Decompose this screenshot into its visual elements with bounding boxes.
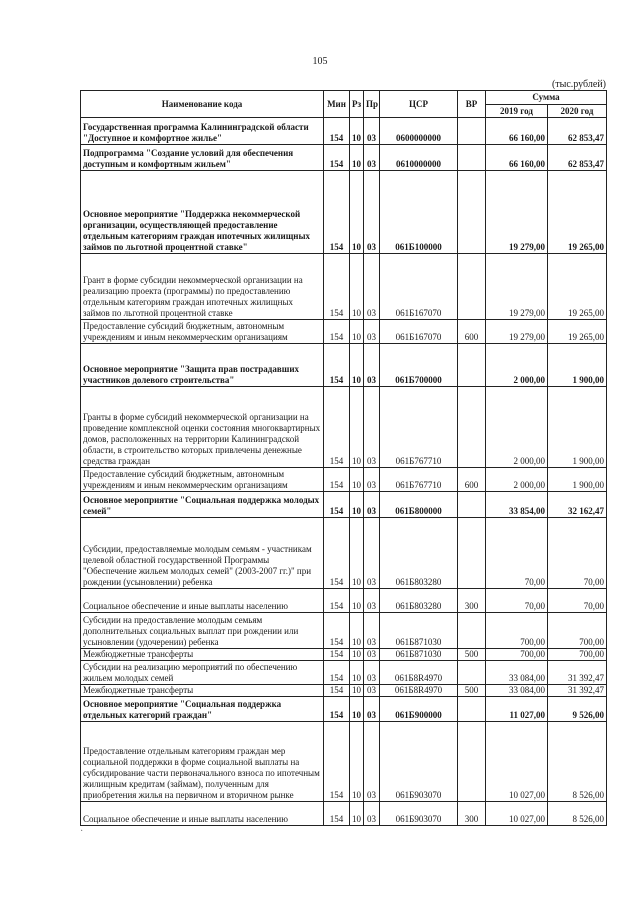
cell-y2019: 33 854,00 (486, 492, 548, 518)
cell-csr: 061Б767710 (380, 387, 458, 468)
cell-min: 154 (324, 649, 350, 661)
cell-csr: 0610000000 (380, 145, 458, 171)
cell-csr: 061Б8R4970 (380, 685, 458, 697)
cell-name: Грант в форме субсидии некоммерческой организации на реализацию проекта (программы) по предоставлению отдельным категориям граждан ипотечных жилищных займов по льготной процентной ставке (81, 254, 324, 320)
cell-y2019: 2 000,00 (486, 468, 548, 492)
cell-min: 154 (324, 387, 350, 468)
cell-y2019: 19 279,00 (486, 171, 548, 254)
table-row (81, 661, 607, 685)
cell-vr (458, 254, 486, 320)
cell-pr: 03 (364, 118, 380, 145)
cell-pr: 03 (364, 649, 380, 661)
cell-vr (458, 344, 486, 387)
cell-y2020: 9 526,00 (548, 697, 607, 722)
cell-vr (458, 118, 486, 145)
cell-vr (458, 145, 486, 171)
table-row (81, 589, 607, 613)
col-header-vr: ВР (458, 91, 486, 118)
cell-pr: 03 (364, 320, 380, 344)
cell-rz: 10 (350, 661, 364, 685)
cell-vr (458, 697, 486, 722)
cell-vr: 600 (458, 468, 486, 492)
cell-csr: 061Б903070 (380, 802, 458, 826)
cell-y2020: 32 162,47 (548, 492, 607, 518)
cell-vr (458, 171, 486, 254)
cell-y2019: 19 279,00 (486, 254, 548, 320)
cell-y2020: 8 526,00 (548, 722, 607, 802)
cell-y2020: 70,00 (548, 518, 607, 589)
cell-csr: 061Б803280 (380, 589, 458, 613)
cell-pr: 03 (364, 722, 380, 802)
cell-csr: 0600000000 (380, 118, 458, 145)
cell-pr: 03 (364, 802, 380, 826)
cell-name: Основное мероприятие "Социальная поддержка молодых семей" (81, 492, 324, 518)
cell-pr: 03 (364, 254, 380, 320)
cell-name: Подпрограмма "Создание условий для обеспечения доступным и комфортным жильем" (81, 145, 324, 171)
col-header-csr: ЦСР (380, 91, 458, 118)
cell-pr: 03 (364, 171, 380, 254)
cell-y2020: 700,00 (548, 613, 607, 649)
col-header-name: Наименование кода (81, 91, 324, 118)
col-header-2019: 2019 год (486, 105, 548, 118)
cell-pr: 03 (364, 468, 380, 492)
cell-name: Предоставление субсидий бюджетным, автономным учреждениям и иным некоммерческим организациям (81, 468, 324, 492)
cell-pr: 03 (364, 589, 380, 613)
cell-csr: 061Б100000 (380, 171, 458, 254)
cell-min: 154 (324, 685, 350, 697)
cell-csr: 061Б800000 (380, 492, 458, 518)
cell-csr: 061Б871030 (380, 649, 458, 661)
table-row (81, 145, 607, 171)
cell-y2019: 19 279,00 (486, 320, 548, 344)
cell-min: 154 (324, 145, 350, 171)
cell-y2019: 70,00 (486, 518, 548, 589)
cell-vr (458, 661, 486, 685)
table-row (81, 613, 607, 649)
cell-min: 154 (324, 254, 350, 320)
cell-rz: 10 (350, 722, 364, 802)
cell-min: 154 (324, 613, 350, 649)
cell-y2019: 66 160,00 (486, 118, 548, 145)
cell-pr: 03 (364, 387, 380, 468)
cell-name: Предоставление субсидий бюджетным, автономным учреждениям и иным некоммерческим организациям (81, 320, 324, 344)
cell-vr: 600 (458, 320, 486, 344)
cell-rz: 10 (350, 387, 364, 468)
cell-min: 154 (324, 697, 350, 722)
cell-min: 154 (324, 492, 350, 518)
budget-table (80, 90, 607, 826)
cell-y2020: 1 900,00 (548, 387, 607, 468)
table-row (81, 492, 607, 518)
cell-y2019: 33 084,00 (486, 685, 548, 697)
cell-y2020: 700,00 (548, 649, 607, 661)
cell-rz: 10 (350, 254, 364, 320)
scan-mark: · (80, 826, 84, 837)
cell-rz: 10 (350, 802, 364, 826)
col-header-sum: Сумма (486, 91, 607, 105)
cell-y2020: 19 265,00 (548, 320, 607, 344)
cell-vr (458, 722, 486, 802)
table-row (81, 344, 607, 387)
table-row (81, 171, 607, 254)
cell-y2020: 1 900,00 (548, 344, 607, 387)
cell-vr: 500 (458, 649, 486, 661)
cell-y2020: 1 900,00 (548, 468, 607, 492)
cell-rz: 10 (350, 171, 364, 254)
cell-pr: 03 (364, 613, 380, 649)
table-row (81, 802, 607, 826)
cell-vr (458, 387, 486, 468)
cell-y2019: 2 000,00 (486, 387, 548, 468)
table-row (81, 468, 607, 492)
cell-y2019: 33 084,00 (486, 661, 548, 685)
table-row (81, 118, 607, 145)
page-number: 105 (312, 56, 328, 67)
cell-y2020: 70,00 (548, 589, 607, 613)
table-body (81, 118, 607, 826)
col-header-pr: Пр (364, 91, 380, 118)
table-row (81, 697, 607, 722)
cell-rz: 10 (350, 518, 364, 589)
cell-min: 154 (324, 320, 350, 344)
table-row (81, 685, 607, 697)
cell-name: Субсидии на реализацию мероприятий по обеспечению жильем молодых семей (81, 661, 324, 685)
cell-rz: 10 (350, 685, 364, 697)
cell-min: 154 (324, 344, 350, 387)
cell-name: Социальное обеспечение и иные выплаты населению (81, 589, 324, 613)
cell-vr: 300 (458, 802, 486, 826)
cell-name: Основное мероприятие "Социальная поддержка отдельных категорий граждан" (81, 697, 324, 722)
cell-min: 154 (324, 661, 350, 685)
cell-pr: 03 (364, 697, 380, 722)
table-row (81, 387, 607, 468)
table-row (81, 254, 607, 320)
col-header-rz: Рз (350, 91, 364, 118)
cell-csr: 061Б8R4970 (380, 661, 458, 685)
cell-pr: 03 (364, 492, 380, 518)
cell-min: 154 (324, 722, 350, 802)
units-label: (тыс.рублей) (551, 79, 606, 90)
cell-pr: 03 (364, 344, 380, 387)
cell-y2019: 10 027,00 (486, 802, 548, 826)
cell-name: Межбюджетные трансферты (81, 685, 324, 697)
cell-y2020: 19 265,00 (548, 254, 607, 320)
cell-y2020: 19 265,00 (548, 171, 607, 254)
col-header-min: Мин (324, 91, 350, 118)
cell-name: Государственная программа Калининградской области "Доступное и комфортное жилье" (81, 118, 324, 145)
cell-y2020: 62 853,47 (548, 145, 607, 171)
cell-csr: 061Б903070 (380, 722, 458, 802)
cell-min: 154 (324, 802, 350, 826)
cell-vr (458, 518, 486, 589)
cell-y2019: 700,00 (486, 613, 548, 649)
cell-y2019: 700,00 (486, 649, 548, 661)
cell-vr: 300 (458, 589, 486, 613)
cell-vr: 500 (458, 685, 486, 697)
cell-min: 154 (324, 518, 350, 589)
cell-name: Субсидии на предоставление молодым семьям дополнительных социальных выплат при рождении или усыновлении (удочерении) ребенка (81, 613, 324, 649)
table-row (81, 518, 607, 589)
cell-name: Основное мероприятие "Защита прав пострадавших участников долевого строительства" (81, 344, 324, 387)
cell-csr: 061Б803280 (380, 518, 458, 589)
cell-y2020: 31 392,47 (548, 685, 607, 697)
table-row (81, 320, 607, 344)
cell-rz: 10 (350, 118, 364, 145)
cell-rz: 10 (350, 468, 364, 492)
cell-name: Гранты в форме субсидий некоммерческой организации на проведение комплексной оценки состояния многоквартирных домов, расположенных на территории Калининградской области, в строительство которых привлечены денежные средства граждан (81, 387, 324, 468)
cell-name: Межбюджетные трансферты (81, 649, 324, 661)
cell-vr (458, 492, 486, 518)
cell-csr: 061Б167070 (380, 320, 458, 344)
cell-vr (458, 613, 486, 649)
cell-csr: 061Б167070 (380, 254, 458, 320)
table-row (81, 649, 607, 661)
cell-pr: 03 (364, 518, 380, 589)
cell-y2020: 62 853,47 (548, 118, 607, 145)
cell-name: Социальное обеспечение и иные выплаты населению (81, 802, 324, 826)
cell-y2019: 10 027,00 (486, 722, 548, 802)
cell-rz: 10 (350, 697, 364, 722)
cell-rz: 10 (350, 344, 364, 387)
cell-y2019: 70,00 (486, 589, 548, 613)
cell-csr: 061Б767710 (380, 468, 458, 492)
cell-rz: 10 (350, 649, 364, 661)
cell-rz: 10 (350, 613, 364, 649)
cell-csr: 061Б700000 (380, 344, 458, 387)
cell-min: 154 (324, 468, 350, 492)
cell-y2019: 11 027,00 (486, 697, 548, 722)
cell-min: 154 (324, 171, 350, 254)
table-row (81, 722, 607, 802)
cell-min: 154 (324, 118, 350, 145)
cell-name: Субсидии, предоставляемые молодым семьям - участникам целевой областной государственной Программы "Обеспечение жильем молодых семей" (2003-2007 гг.)" при рождении (усыновлении) ребенка (81, 518, 324, 589)
cell-y2019: 2 000,00 (486, 344, 548, 387)
cell-pr: 03 (364, 145, 380, 171)
cell-name: Предоставление отдельным категориям граждан мер социальной поддержки в форме социальной выплаты на субсидирование части первоначального взноса по ипотечным жилищным кредитам (займам), полученным для приобретения жилья на первичном и вторичном рынке (81, 722, 324, 802)
cell-rz: 10 (350, 320, 364, 344)
cell-min: 154 (324, 589, 350, 613)
cell-csr: 061Б871030 (380, 613, 458, 649)
cell-name: Основное мероприятие "Поддержка некоммерческой организации, осуществляющей предоставление отдельным категориям граждан ипотечных жилищных займов по льготной процентной ставке" (81, 171, 324, 254)
cell-pr: 03 (364, 685, 380, 697)
cell-y2019: 66 160,00 (486, 145, 548, 171)
cell-y2020: 31 392,47 (548, 661, 607, 685)
cell-csr: 061Б900000 (380, 697, 458, 722)
cell-rz: 10 (350, 589, 364, 613)
cell-rz: 10 (350, 145, 364, 171)
col-header-2020: 2020 год (548, 105, 607, 118)
cell-rz: 10 (350, 492, 364, 518)
cell-y2020: 8 526,00 (548, 802, 607, 826)
cell-pr: 03 (364, 661, 380, 685)
